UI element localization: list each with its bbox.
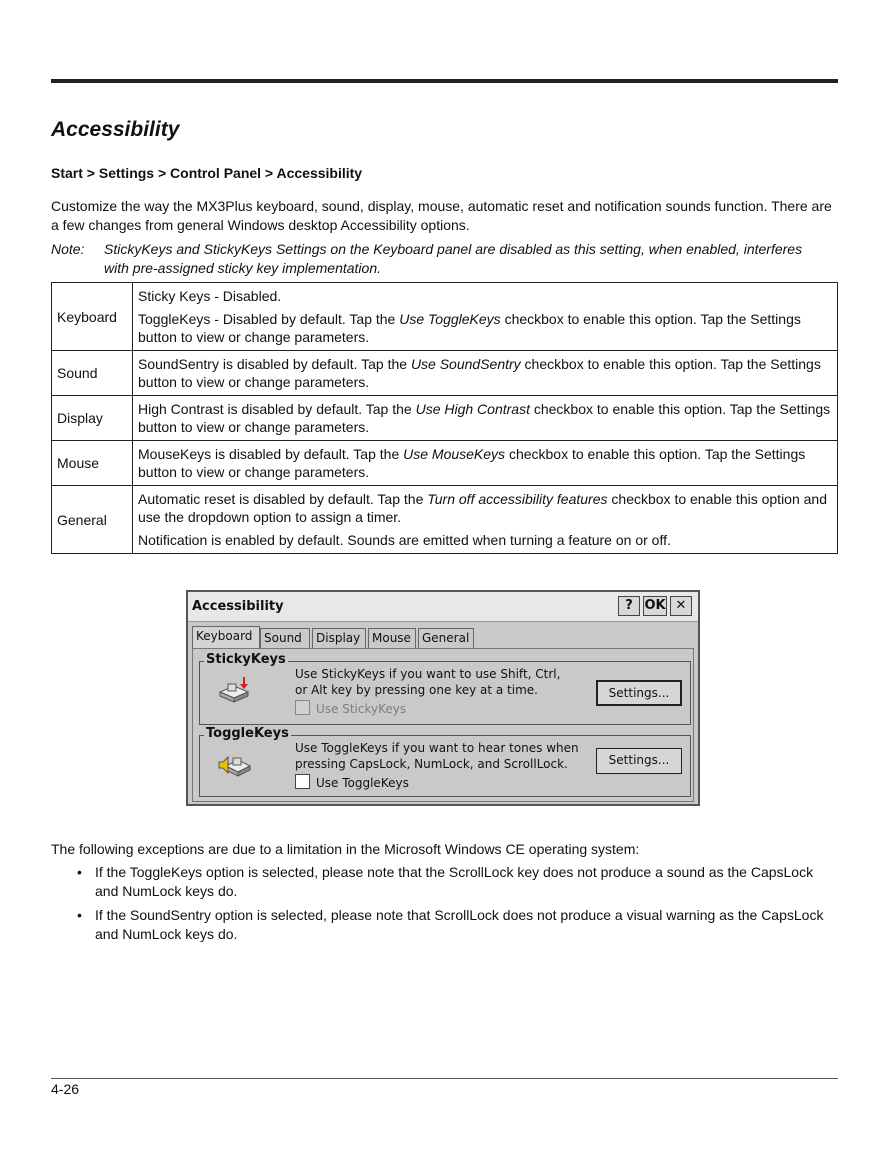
stickykeys-checkbox-box[interactable] — [295, 700, 310, 715]
accessibility-dialog — [186, 590, 700, 806]
stickykeys-description: Use StickyKeys if you want to use Shift, Ctrl, or Alt key by pressing one key at a time. — [295, 667, 561, 697]
description-mouse: MouseKeys is disabled by default. Tap the Use MouseKeys checkbox to enable this option. Tap the Settings button to view or change parameters. — [133, 441, 838, 486]
category-display: Display — [52, 396, 133, 441]
togglekeys-settings-button[interactable]: Settings... — [596, 748, 682, 774]
general-reset-text: Automatic reset is disabled by default. Tap the Turn off accessibility features checkbox to enable this option and use the dropdown option to assign a timer. — [138, 491, 828, 525]
note-text-line2: with pre-assigned sticky key implementation. — [104, 260, 382, 276]
use-stickykeys-checkbox[interactable] — [295, 700, 406, 716]
stickykeys-legend: StickyKeys — [206, 652, 286, 667]
exceptions-list — [51, 863, 838, 949]
list-item: • If the SoundSentry option is selected, please note that ScrollLock does not produce a visual warning as the CapsLock and NumLock keys do. — [77, 907, 824, 942]
tab-general[interactable]: General — [418, 628, 474, 648]
category-mouse: Mouse — [52, 441, 133, 486]
keyboard-panel — [192, 648, 694, 802]
top-rule — [51, 79, 838, 83]
exceptions-intro: The following exceptions are due to a limitation in the Microsoft Windows CE operating system: — [51, 841, 640, 857]
accessibility-table — [51, 282, 838, 554]
stickykeys-settings-button[interactable]: Settings... — [596, 680, 682, 706]
note-label: Note: — [51, 241, 85, 257]
togglekeys-description: Use ToggleKeys if you want to hear tones when pressing CapsLock, NumLock, and ScrollLock. — [295, 741, 579, 771]
page-title: Accessibility — [51, 118, 180, 141]
use-togglekeys-checkbox[interactable] — [295, 774, 409, 790]
table-row — [52, 351, 838, 396]
page-number: 4-26 — [51, 1081, 80, 1097]
description-sound: SoundSentry is disabled by default. Tap the Use SoundSentry checkbox to enable this option. Tap the Settings button to view or change parameters. — [133, 351, 838, 396]
category-keyboard: Keyboard — [52, 283, 133, 351]
description-general — [133, 486, 838, 554]
table-row — [52, 486, 838, 554]
description-keyboard — [133, 283, 838, 351]
togglekeys-checkbox-box[interactable] — [295, 774, 310, 789]
description-display: High Contrast is disabled by default. Tap the Use High Contrast checkbox to enable this option. Tap the Settings button to view or change parameters. — [133, 396, 838, 441]
dialog-title: Accessibility — [192, 599, 284, 614]
bottom-rule — [51, 1078, 838, 1079]
use-stickykeys-label: Use StickyKeys — [316, 702, 407, 716]
tab-sound[interactable]: Sound — [260, 628, 310, 648]
category-general: General — [52, 486, 133, 554]
tab-display[interactable]: Display — [312, 628, 366, 648]
use-togglekeys-label: Use ToggleKeys — [316, 776, 409, 790]
note — [51, 240, 838, 278]
togglekeys-legend: ToggleKeys — [206, 726, 289, 741]
note-text-line1: StickyKeys and StickyKeys Settings on the Keyboard panel are disabled as this setting, when enabled, interferes — [104, 241, 803, 257]
breadcrumb: Start > Settings > Control Panel > Accessibility — [51, 165, 363, 181]
bullet-icon: • — [77, 864, 82, 880]
ok-button[interactable]: OK — [643, 596, 667, 616]
keyboard-sound-icon — [218, 750, 252, 778]
tab-keyboard[interactable]: Keyboard — [192, 626, 260, 649]
tab-mouse[interactable]: Mouse — [368, 628, 416, 648]
help-button[interactable]: ? — [618, 596, 640, 616]
list-item: • If the ToggleKeys option is selected, please note that the ScrollLock key does not produce a sound as the CapsLock and NumLock keys do. — [77, 864, 814, 899]
bullet-icon: • — [77, 907, 82, 923]
keyboard-toggle-text: ToggleKeys - Disabled by default. Tap the Use ToggleKeys checkbox to enable this option. Tap the Settings button to view or change parameters. — [138, 311, 801, 345]
intro-paragraph: Customize the way the MX3Plus keyboard, sound, display, mouse, automatic reset and notification sounds function. There are a few changes from general Windows desktop Accessibility options. — [51, 198, 832, 233]
keyboard-sticky-text: Sticky Keys - Disabled. — [138, 288, 282, 304]
close-button[interactable]: ✕ — [670, 596, 692, 616]
keyboard-sticky-icon — [218, 676, 252, 704]
general-notification-text: Notification is enabled by default. Sounds are emitted when turning a feature on or off. — [138, 532, 671, 548]
table-row — [52, 441, 838, 486]
dialog-titlebar — [188, 592, 698, 622]
togglekeys-group — [199, 726, 691, 797]
stickykeys-group — [199, 652, 691, 725]
table-row — [52, 283, 838, 351]
table-row — [52, 396, 838, 441]
category-sound: Sound — [52, 351, 133, 396]
